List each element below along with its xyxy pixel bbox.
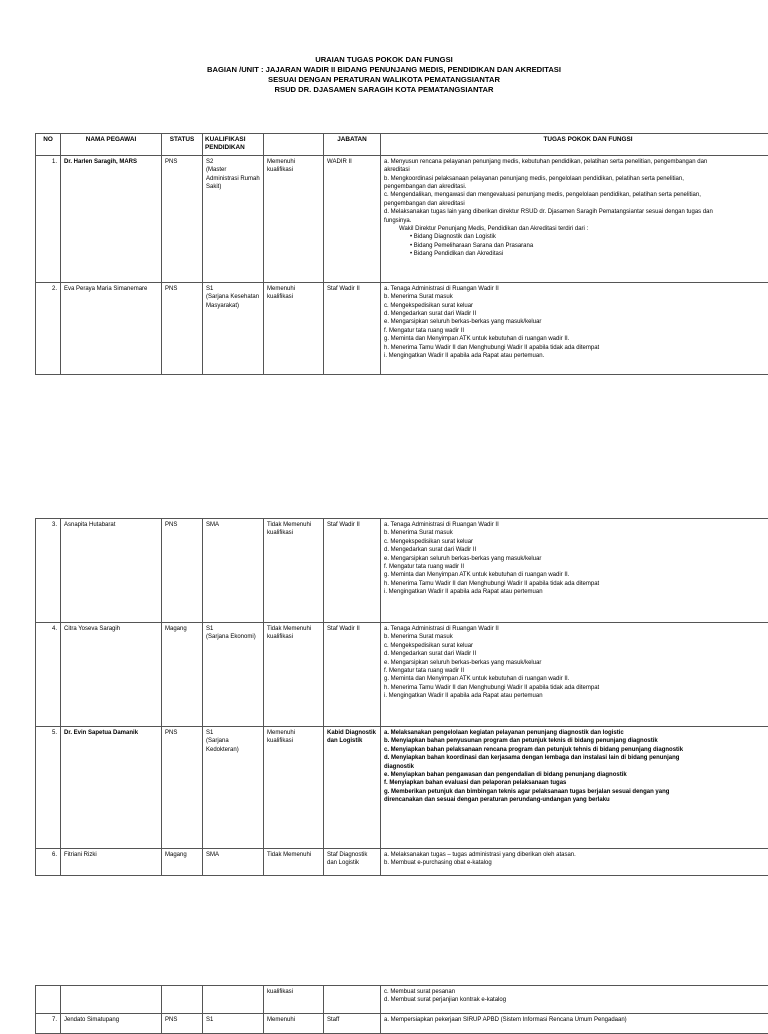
tugas-line: c. Mengekspedisikan surat keluar	[384, 642, 768, 650]
cell-kualifikasi: Tidak Memenuhi kualifikasi	[264, 519, 324, 623]
tugas-line: e. Mengarsipkan seluruh berkas-berkas yang masuk/keluar	[384, 318, 768, 326]
tugas-line: g. Meminta dan Menyimpan ATK untuk kebutuhan di ruangan wadir II.	[384, 675, 768, 683]
tugas-line: d. Membuat surat perjanjian kontrak e-katalog	[384, 996, 768, 1004]
cell-status: PNS	[162, 519, 203, 623]
tugas-intro: Wakil Direktur Penunjang Medis, Pendidikan dan Akreditasi terdiri dari :	[384, 225, 768, 233]
cell-jabatan: Kabid Diagnostik dan Logistik	[324, 727, 381, 849]
tugas-line: i. Mengingatkan Wadir II apabila ada Rapat atau pertemuan	[384, 588, 768, 596]
col-header-kualifikasi: KUALIFIKASI PENDIDIKAN	[203, 134, 264, 156]
tugas-line: a. Menyusun rencana pelayanan penunjang medis, kebutuhan pendidikan, pelatihan serta penelitian, pengembangan dan	[384, 158, 768, 166]
cell-kualifikasi: Memenuhi	[264, 1014, 324, 1034]
col-header-jabatan: JABATAN	[324, 134, 381, 156]
tugas-line: b. Menyiapkan bahan penyusunan program dan petunjuk teknis di bidang penunjang diagnostik	[384, 737, 768, 745]
col-header-tugas: TUGAS POKOK DAN FUNGSI	[381, 134, 768, 156]
cell-pendidikan: S1 (Sarjana Ekonomi)	[203, 623, 264, 727]
cell-nama	[61, 986, 162, 1014]
cell-status: PNS	[162, 155, 203, 282]
tugas-line: d. Menyiapkan bahan koordinasi dan kerjasama dengan lembaga dan instalasi lain di bidang penunjang	[384, 754, 768, 762]
tugas-line: i. Mengingatkan Wadir II apabila ada Rapat atau pertemuan.	[384, 352, 768, 360]
cell-no: 1.	[36, 155, 61, 282]
tugas-line: h. Menerima Tamu Wadir II dan Menghubungi Wadir II apabila tidak ada ditempat	[384, 580, 768, 588]
cell-tugas	[381, 155, 768, 282]
table-row	[36, 519, 768, 623]
cell-pendidikan: SMA	[203, 849, 264, 876]
cell-no: 5.	[36, 727, 61, 849]
cell-tugas	[381, 623, 768, 727]
tugas-line: a. Mempersiapkan pekerjaan SIRUP APBD (Sistem Informasi Rencana Umum Pengadaan)	[384, 1016, 768, 1024]
tugas-bullet: • Bidang Pendidikan dan Akreditasi	[384, 250, 768, 258]
table-row	[36, 623, 768, 727]
cell-status: Magang	[162, 849, 203, 876]
cell-jabatan: WADIR II	[324, 155, 381, 282]
cell-jabatan: Staff	[324, 1014, 381, 1034]
tugas-line: a. Tenaga Administrasi di Ruangan Wadir II	[384, 285, 768, 293]
cell-jabatan: Staf Wadir II	[324, 623, 381, 727]
tugas-line: i. Mengingatkan Wadir II apabila ada Rapat atau pertemuan	[384, 692, 768, 700]
table-header-row	[36, 134, 768, 156]
tugas-line: h. Menerima Tamu Wadir II dan Menghubungi Wadir II apabila tidak ada ditempat	[384, 684, 768, 692]
tugas-line: akreditasi	[384, 166, 768, 174]
tugas-line: d. Mengedarkan surat dari Wadir II	[384, 650, 768, 658]
cell-nama: Asnapita Hutabarat	[61, 519, 162, 623]
tugas-line: b. Menerima Surat masuk	[384, 293, 768, 301]
cell-nama: Jendato Simatupang	[61, 1014, 162, 1034]
cell-nama: Citra Yoseva Saragih	[61, 623, 162, 727]
tugas-line: a. Tenaga Administrasi di Ruangan Wadir II	[384, 625, 768, 633]
cell-tugas	[381, 986, 768, 1014]
table-row	[36, 727, 768, 849]
cell-tugas	[381, 282, 768, 374]
cell-nama: Dr. Harlen Saragih, MARS	[61, 155, 162, 282]
cell-pendidikan: SMA	[203, 519, 264, 623]
cell-kualifikasi: Memenuhi kualifikasi	[264, 727, 324, 849]
cell-nama: Fitriani Rizki	[61, 849, 162, 876]
tugas-line: f. Mengatur tata ruang wadir II	[384, 327, 768, 335]
tugas-line: f. Mengatur tata ruang wadir II	[384, 667, 768, 675]
table-row	[36, 282, 768, 374]
tugas-line: d. Melaksanakan tugas lain yang diberikan direktur RSUD dr. Djasamen Saragih Pematangsiantar sesuai dengan tugas dan	[384, 208, 768, 216]
cell-tugas	[381, 727, 768, 849]
cell-status: Magang	[162, 623, 203, 727]
cell-no: 7.	[36, 1014, 61, 1034]
table-row	[36, 155, 768, 282]
cell-no	[36, 986, 61, 1014]
cell-kualifikasi: kualifikasi	[264, 986, 324, 1014]
cell-kualifikasi: Memenuhi kualifikasi	[264, 155, 324, 282]
cell-nama: Dr. Evin Sapetua Damanik	[61, 727, 162, 849]
duties-table-section-2	[35, 518, 768, 876]
cell-status: PNS	[162, 1014, 203, 1034]
tugas-line: direncanakan dan sesuai dengan peraturan perundang-undangan yang berlaku	[384, 796, 768, 804]
cell-pendidikan: S2 (Master Administrasi Rumah Sakit)	[203, 155, 264, 282]
tugas-line: b. Mengkoordinasi pelaksanaan pelayanan penunjang medis, pengelolaan pendidikan, pelatihan serta penelitian,	[384, 175, 768, 183]
tugas-line: b. Menerima Surat masuk	[384, 633, 768, 641]
title-line-3: SESUAI DENGAN PERATURAN WALIKOTA PEMATANGSIANTAR	[0, 75, 768, 85]
cell-status: PNS	[162, 282, 203, 374]
tugas-line: g. Meminta dan Menyimpan ATK untuk kebutuhan di ruangan wadir II.	[384, 571, 768, 579]
tugas-line: e. Menyiapkan bahan pengawasan dan pengendalian di bidang penunjang diagnostik	[384, 771, 768, 779]
tugas-line: f. Menyiapkan bahan evaluasi dan pelaporan pelaksanaan tugas	[384, 779, 768, 787]
cell-no: 3.	[36, 519, 61, 623]
tugas-line: c. Mengekspedisikan surat keluar	[384, 302, 768, 310]
tugas-bullet: • Bidang Pemeliharaan Sarana dan Prasarana	[384, 242, 768, 250]
table-row	[36, 849, 768, 876]
cell-jabatan: Staf Wadir II	[324, 282, 381, 374]
tugas-line: diagnostik	[384, 763, 768, 771]
duties-table-section-3	[35, 985, 768, 1034]
cell-kualifikasi: Tidak Memenuhi	[264, 849, 324, 876]
tugas-line: g. Memberikan petunjuk dan bimbingan teknis agar pelaksanaan tugas berjalan sesuai dengan yang	[384, 788, 768, 796]
col-header-nama: NAMA PEGAWAI	[61, 134, 162, 156]
cell-tugas	[381, 519, 768, 623]
tugas-line: b. Membuat e-purchasing obat e-katalog	[384, 859, 768, 867]
cell-pendidikan: S1 (Sarjana Kesehatan Masyarakat)	[203, 282, 264, 374]
tugas-line: c. Membuat surat pesanan	[384, 988, 768, 996]
tugas-line: a. Tenaga Administrasi di Ruangan Wadir II	[384, 521, 768, 529]
cell-tugas	[381, 849, 768, 876]
tugas-line: b. Menerima Surat masuk	[384, 529, 768, 537]
cell-pendidikan	[203, 986, 264, 1014]
cell-nama: Eva Peraya Maria Simanemare	[61, 282, 162, 374]
tugas-line: fungsinya.	[384, 217, 768, 225]
tugas-line: d. Mengedarkan surat dari Wadir II	[384, 310, 768, 318]
tugas-line: pengembangan dan akreditasi	[384, 200, 768, 208]
cell-no: 2.	[36, 282, 61, 374]
cell-no: 4.	[36, 623, 61, 727]
cell-status: PNS	[162, 727, 203, 849]
tugas-line: e. Mengarsipkan seluruh berkas-berkas yang masuk/keluar	[384, 555, 768, 563]
cell-jabatan	[324, 986, 381, 1014]
tugas-line: c. Mengendalikan, mengawasi dan mengevaluasi penunjang medis, pengelolaan pendidikan, pelatihan serta penelitian,	[384, 191, 768, 199]
tugas-bullet: • Bidang Diagnostik dan Logistik	[384, 233, 768, 241]
col-header-status: STATUS	[162, 134, 203, 156]
tugas-line: g. Meminta dan Menyimpan ATK untuk kebutuhan di ruangan wadir II.	[384, 335, 768, 343]
tugas-line: pengembangan dan akreditasi.	[384, 183, 768, 191]
tugas-line: a. Melaksanakan pengelolaan kegiatan pelayanan penunjang diagnostik dan logistic	[384, 729, 768, 737]
title-line-4: RSUD DR. DJASAMEN SARAGIH KOTA PEMATANGSIANTAR	[0, 85, 768, 95]
cell-pendidikan: S1	[203, 1014, 264, 1034]
col-header-no: NO	[36, 134, 61, 156]
cell-kualifikasi: Memenuhi kualifikasi	[264, 282, 324, 374]
tugas-line: c. Mengekspedisikan surat keluar	[384, 538, 768, 546]
cell-jabatan: Staf Wadir II	[324, 519, 381, 623]
tugas-line: e. Mengarsipkan seluruh berkas-berkas yang masuk/keluar	[384, 659, 768, 667]
tugas-line: d. Mengedarkan surat dari Wadir II	[384, 546, 768, 554]
document-title	[0, 55, 768, 95]
duties-table-section-1	[35, 133, 768, 375]
tugas-line: h. Menerima Tamu Wadir II dan Menghubungi Wadir II apabila tidak ada ditempat	[384, 344, 768, 352]
col-header-blank	[264, 134, 324, 156]
cell-kualifikasi: Tidak Memenuhi kualifikasi	[264, 623, 324, 727]
tugas-line: c. Menyiapkan bahan pelaksanaan rencana program dan petunjuk tehnis di bidang penunjang diagnostik	[384, 746, 768, 754]
cell-jabatan: Staf Diagnostik dan Logistik	[324, 849, 381, 876]
title-line-1: URAIAN TUGAS POKOK DAN FUNGSI	[0, 55, 768, 65]
tugas-line: f. Mengatur tata ruang wadir II	[384, 563, 768, 571]
continuation-row	[36, 986, 768, 1014]
cell-status	[162, 986, 203, 1014]
cell-pendidikan: S1 (Sarjana Kedokteran)	[203, 727, 264, 849]
title-line-2: BAGIAN /UNIT : JAJARAN WADIR II BIDANG PENUNJANG MEDIS, PENDIDIKAN DAN AKREDITASI	[0, 65, 768, 75]
cell-no: 6.	[36, 849, 61, 876]
tugas-line: a. Melaksanakan tugas – tugas administrasi yang diberikan oleh atasan.	[384, 851, 768, 859]
